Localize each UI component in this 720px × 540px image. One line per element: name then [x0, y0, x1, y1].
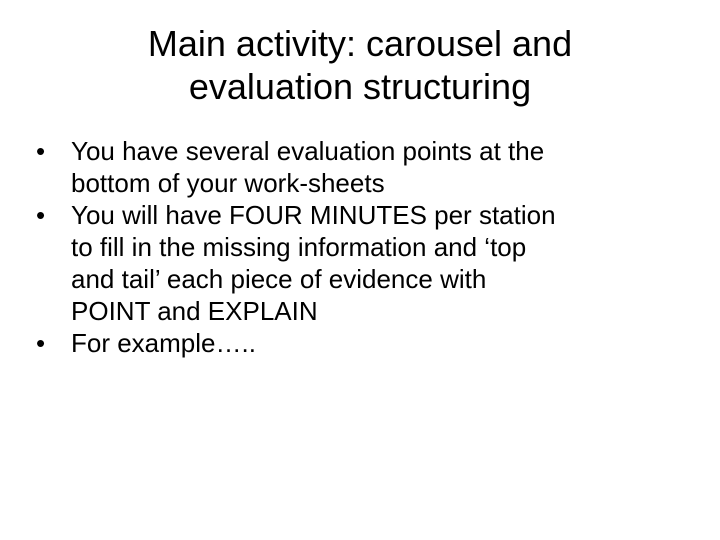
- bullet-text-line: POINT and EXPLAIN: [71, 296, 318, 326]
- slide-title: [60, 22, 660, 108]
- slide-title-line: Main activity: carousel and: [147, 23, 573, 64]
- bullet-text-line: bottom of your work-sheets: [71, 168, 385, 198]
- bullet-text-line: For example…..: [71, 328, 256, 358]
- bullet-text-line: and tail’ each piece of evidence with: [71, 264, 487, 294]
- bullet-icon: •: [36, 200, 46, 230]
- bullet-item: [36, 135, 686, 199]
- bullet-icon: •: [36, 328, 46, 358]
- bullet-icon: •: [36, 136, 46, 166]
- slide-title-line: evaluation structuring: [188, 66, 532, 107]
- bullet-item: [36, 199, 686, 327]
- bullet-list: [36, 135, 686, 359]
- bullet-item: [36, 327, 686, 359]
- bullet-text-line: You will have FOUR MINUTES per station: [71, 200, 556, 230]
- bullet-text-line: You have several evaluation points at the: [71, 136, 545, 166]
- bullet-text-line: to fill in the missing information and ‘top: [71, 232, 527, 262]
